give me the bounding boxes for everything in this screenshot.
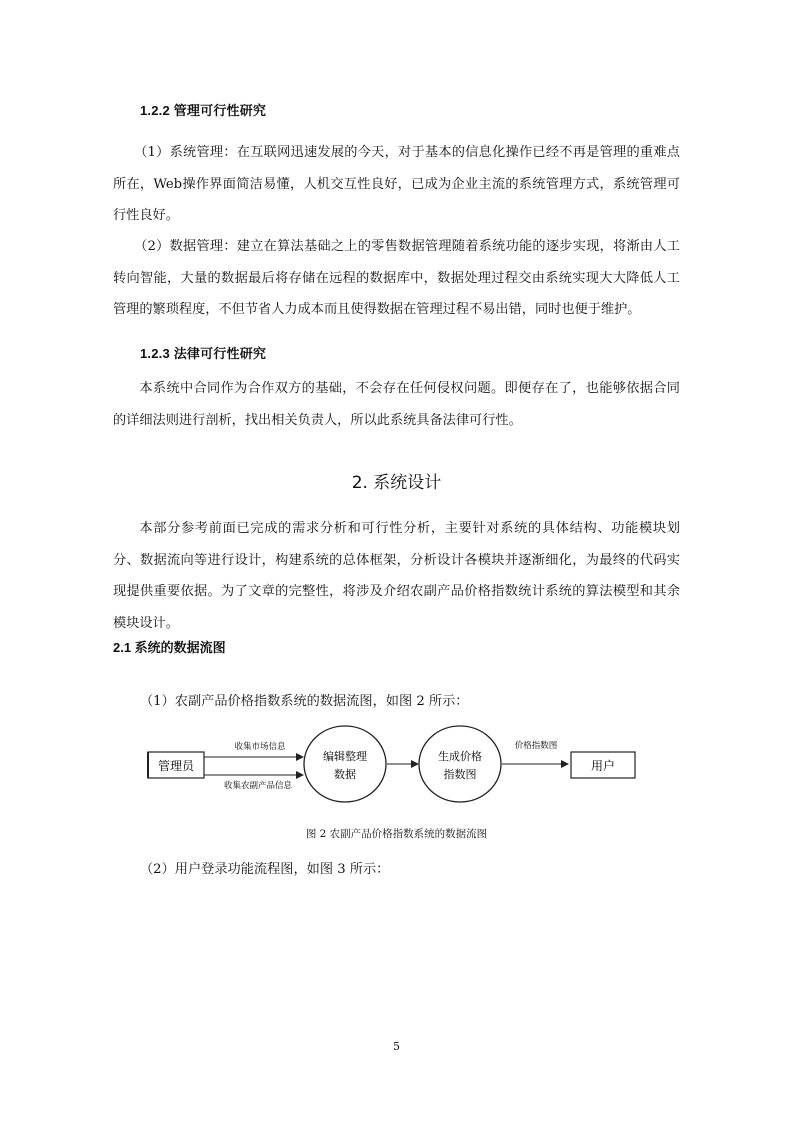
paragraph-system-design-intro: 本部分参考前面已完成的需求分析和可行性分析，主要针对系统的具体结构、功能模块划分、数据流向等进行设计，构建系统的总体框架，分析设计各模块并逐渐细化，为最终的代码实现提供重要依据。为了文章的完整性，将涉及介绍农副产品价格指数统计系统的算法模型和其余模块设计。 bbox=[113, 521, 680, 631]
flow-label-collect-market: 收集市场信息 bbox=[234, 742, 286, 752]
user-entity-label: 用户 bbox=[590, 759, 616, 773]
admin-entity-label: 管理员 bbox=[157, 759, 195, 773]
flow-price-chart bbox=[502, 740, 568, 764]
flow-label-collect-product: 收集农副产品信息 bbox=[223, 781, 293, 791]
section-heading-1-2-2: 1.2.2 管理可行性研究 bbox=[140, 103, 267, 118]
admin-entity-box bbox=[148, 752, 204, 778]
generate-process-label-2: 指数图 bbox=[443, 768, 477, 781]
generate-process-circle bbox=[419, 726, 501, 802]
chapter-heading-2: 2. 系统设计 bbox=[351, 473, 442, 493]
flow-collect-product bbox=[204, 775, 303, 791]
flow-label-price-chart: 价格指数图 bbox=[514, 741, 558, 751]
page-number: 5 bbox=[393, 1040, 400, 1053]
paragraph-data-management: （2）数据管理：建立在算法基础之上的零售数据管理随着系统功能的逐步实现，将渐由人工转向智能，大量的数据最后将存储在远程的数据库中，数据处理过程交由系统实现大大降低人工管理的繁琐程度，不但节省人力成本而且使得数据在管理过程不易出错，同时也便于维护。 bbox=[113, 239, 680, 317]
data-flow-diagram bbox=[140, 718, 660, 808]
user-entity-box bbox=[571, 752, 635, 778]
figure-3-intro-line: （2）用户登录功能流程图，如图 3 所示： bbox=[140, 862, 390, 877]
generate-process-label-1: 生成价格 bbox=[438, 750, 482, 763]
edit-process-label-1: 编辑整理 bbox=[323, 750, 367, 763]
edit-process-label-2: 数据 bbox=[334, 768, 356, 781]
edit-process-circle bbox=[304, 726, 386, 802]
paragraph-system-management: （1）系统管理：在互联网迅速发展的今天，对于基本的信息化操作已经不再是管理的重难点所在，Web操作界面简洁易懂，人机交互性良好，已成为企业主流的系统管理方式，系统管理可行性良好。 bbox=[113, 145, 680, 223]
section-heading-2-1: 2.1 系统的数据流图 bbox=[113, 640, 226, 655]
paragraph-legal-feasibility: 本系统中合同作为合作双方的基础，不会存在任何侵权问题。即便存在了，也能够依据合同的详细法则进行剖析，找出相关负责人，所以此系统具备法律可行性。 bbox=[113, 381, 680, 428]
figure-2-caption: 图 2 农副产品价格指数系统的数据流图 bbox=[305, 828, 488, 840]
figure-2-intro-line: （1）农副产品价格指数系统的数据流图，如图 2 所示： bbox=[140, 694, 469, 709]
section-heading-1-2-3: 1.2.3 法律可行性研究 bbox=[140, 346, 267, 361]
flow-collect-market bbox=[204, 741, 303, 757]
